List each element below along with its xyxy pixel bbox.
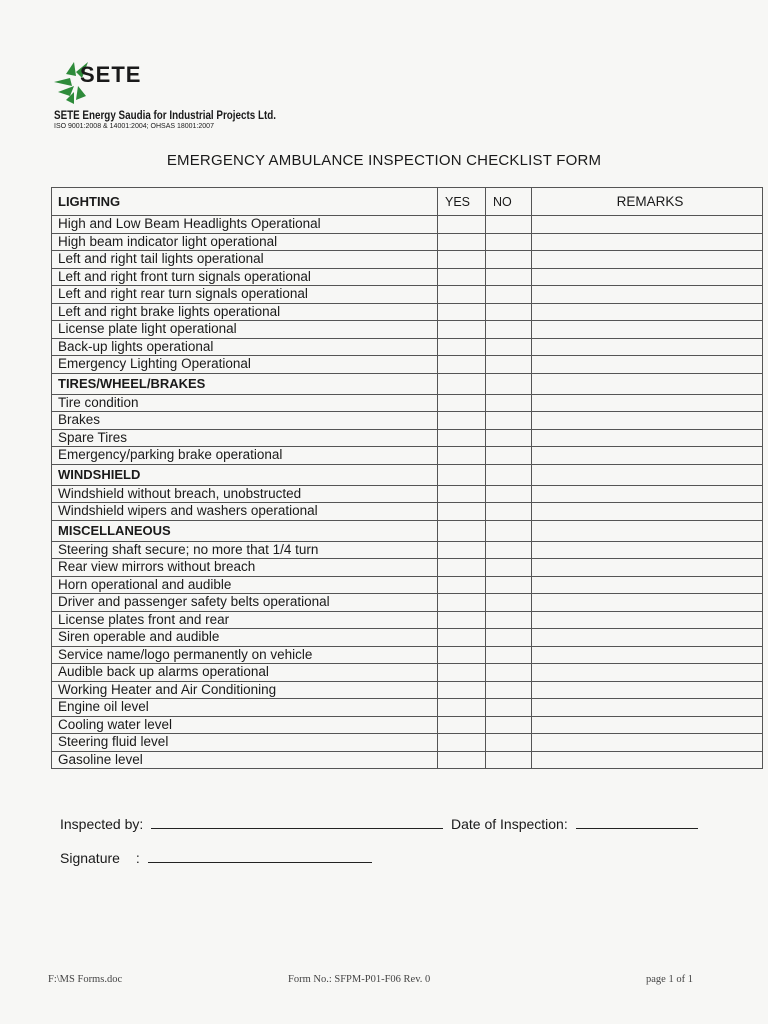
remarks-cell[interactable] bbox=[532, 716, 763, 734]
remarks-cell[interactable] bbox=[532, 541, 763, 559]
no-cell[interactable] bbox=[486, 412, 532, 430]
no-cell[interactable] bbox=[486, 629, 532, 647]
checklist-row bbox=[52, 716, 763, 734]
checklist-item-label: Windshield wipers and washers operational bbox=[52, 503, 438, 521]
no-cell[interactable] bbox=[486, 503, 532, 521]
remarks-cell[interactable] bbox=[532, 664, 763, 682]
checklist-row bbox=[52, 286, 763, 304]
no-cell[interactable] bbox=[486, 541, 532, 559]
footer-file-path: F:\MS Forms.doc bbox=[48, 974, 123, 985]
yes-cell[interactable] bbox=[438, 286, 486, 304]
checklist-row bbox=[52, 646, 763, 664]
checklist-row bbox=[52, 559, 763, 577]
inspected-by-label: Inspected by: bbox=[60, 816, 144, 832]
yes-cell[interactable] bbox=[438, 576, 486, 594]
remarks-cell[interactable] bbox=[532, 412, 763, 430]
logo-wordmark: SETE bbox=[80, 62, 142, 87]
no-cell[interactable] bbox=[486, 576, 532, 594]
no-cell[interactable] bbox=[486, 321, 532, 339]
section-remarks-cell bbox=[532, 373, 763, 394]
date-of-inspection-label: Date of Inspection: bbox=[451, 816, 568, 832]
section-title: LIGHTING bbox=[52, 188, 438, 216]
date-of-inspection-row bbox=[451, 814, 698, 832]
yes-cell[interactable] bbox=[438, 503, 486, 521]
no-cell[interactable] bbox=[486, 699, 532, 717]
signature-row bbox=[60, 848, 372, 866]
no-cell[interactable] bbox=[486, 233, 532, 251]
yes-cell[interactable] bbox=[438, 541, 486, 559]
footer-page-number: page 1 of 1 bbox=[646, 974, 693, 985]
yes-cell[interactable] bbox=[438, 394, 486, 412]
checklist-row bbox=[52, 412, 763, 430]
checklist-row bbox=[52, 576, 763, 594]
yes-cell[interactable] bbox=[438, 321, 486, 339]
section-row bbox=[52, 464, 763, 485]
checklist-row bbox=[52, 338, 763, 356]
remarks-cell[interactable] bbox=[532, 681, 763, 699]
section-no-cell bbox=[486, 373, 532, 394]
checklist-item-label: Driver and passenger safety belts operational bbox=[52, 594, 438, 612]
no-cell[interactable] bbox=[486, 716, 532, 734]
checklist-item-label: High and Low Beam Headlights Operational bbox=[52, 216, 438, 234]
checklist-row bbox=[52, 356, 763, 374]
section-remarks-cell bbox=[532, 464, 763, 485]
section-no-cell bbox=[486, 520, 532, 541]
signature-field[interactable] bbox=[148, 848, 372, 863]
checklist-row bbox=[52, 541, 763, 559]
checklist-item-label: Emergency Lighting Operational bbox=[52, 356, 438, 374]
remarks-cell[interactable] bbox=[532, 611, 763, 629]
yes-cell[interactable] bbox=[438, 216, 486, 234]
remarks-cell[interactable] bbox=[532, 629, 763, 647]
no-cell[interactable] bbox=[486, 594, 532, 612]
no-cell[interactable] bbox=[486, 429, 532, 447]
remarks-cell[interactable] bbox=[532, 338, 763, 356]
checklist-item-label: Spare Tires bbox=[52, 429, 438, 447]
checklist-row bbox=[52, 664, 763, 682]
form-title: EMERGENCY AMBULANCE INSPECTION CHECKLIST FORM bbox=[166, 152, 602, 169]
yes-cell[interactable] bbox=[438, 485, 486, 503]
yes-cell[interactable] bbox=[438, 268, 486, 286]
no-cell[interactable] bbox=[486, 303, 532, 321]
checklist-item-label: Left and right tail lights operational bbox=[52, 251, 438, 269]
no-cell[interactable] bbox=[486, 216, 532, 234]
yes-cell[interactable] bbox=[438, 303, 486, 321]
checklist-row bbox=[52, 503, 763, 521]
checklist-row bbox=[52, 594, 763, 612]
checklist-row bbox=[52, 216, 763, 234]
checklist-item-label: High beam indicator light operational bbox=[52, 233, 438, 251]
section-title: TIRES/WHEEL/BRAKES bbox=[52, 373, 438, 394]
yes-cell[interactable] bbox=[438, 716, 486, 734]
checklist-row bbox=[52, 268, 763, 286]
no-cell[interactable] bbox=[486, 356, 532, 374]
checklist-row bbox=[52, 394, 763, 412]
no-cell[interactable] bbox=[486, 734, 532, 752]
checklist-row bbox=[52, 751, 763, 769]
checklist-item-label: License plate light operational bbox=[52, 321, 438, 339]
remarks-cell[interactable] bbox=[532, 394, 763, 412]
no-cell[interactable] bbox=[486, 447, 532, 465]
remarks-cell[interactable] bbox=[532, 429, 763, 447]
section-remarks-cell bbox=[532, 520, 763, 541]
checklist-item-label: Steering fluid level bbox=[52, 734, 438, 752]
remarks-cell[interactable] bbox=[532, 303, 763, 321]
column-header-remarks: REMARKS bbox=[532, 188, 763, 216]
column-header-yes: YES bbox=[438, 188, 486, 216]
yes-cell[interactable] bbox=[438, 751, 486, 769]
checklist-item-label: Brakes bbox=[52, 412, 438, 430]
remarks-cell[interactable] bbox=[532, 447, 763, 465]
inspected-by-row bbox=[60, 814, 443, 832]
remarks-cell[interactable] bbox=[532, 559, 763, 577]
checklist-row bbox=[52, 734, 763, 752]
no-cell[interactable] bbox=[486, 611, 532, 629]
checklist-row bbox=[52, 429, 763, 447]
company-name: SETE Energy Saudia for Industrial Projects Ltd. bbox=[54, 108, 277, 122]
checklist-item-label: Siren operable and audible bbox=[52, 629, 438, 647]
yes-cell[interactable] bbox=[438, 412, 486, 430]
checklist-item-label: Left and right front turn signals operational bbox=[52, 268, 438, 286]
no-cell[interactable] bbox=[486, 559, 532, 577]
section-yes-cell bbox=[438, 520, 486, 541]
remarks-cell[interactable] bbox=[532, 699, 763, 717]
yes-cell[interactable] bbox=[438, 629, 486, 647]
checklist-row bbox=[52, 629, 763, 647]
no-cell[interactable] bbox=[486, 681, 532, 699]
section-row bbox=[52, 188, 763, 216]
checklist-item-label: Service name/logo permanently on vehicle bbox=[52, 646, 438, 664]
checklist-item-label: Engine oil level bbox=[52, 699, 438, 717]
remarks-cell[interactable] bbox=[532, 503, 763, 521]
checklist-item-label: Audible back up alarms operational bbox=[52, 664, 438, 682]
column-header-no: NO bbox=[486, 188, 532, 216]
checklist-item-label: Emergency/parking brake operational bbox=[52, 447, 438, 465]
yes-cell[interactable] bbox=[438, 251, 486, 269]
yes-cell[interactable] bbox=[438, 611, 486, 629]
date-of-inspection-field[interactable] bbox=[576, 814, 698, 829]
yes-cell[interactable] bbox=[438, 594, 486, 612]
yes-cell[interactable] bbox=[438, 233, 486, 251]
checklist-row bbox=[52, 303, 763, 321]
no-cell[interactable] bbox=[486, 751, 532, 769]
remarks-cell[interactable] bbox=[532, 734, 763, 752]
no-cell[interactable] bbox=[486, 251, 532, 269]
checklist-item-label: Left and right rear turn signals operational bbox=[52, 286, 438, 304]
checklist-row bbox=[52, 251, 763, 269]
section-no-cell bbox=[486, 464, 532, 485]
remarks-cell[interactable] bbox=[532, 576, 763, 594]
checklist-row bbox=[52, 485, 763, 503]
remarks-cell[interactable] bbox=[532, 286, 763, 304]
checklist-row bbox=[52, 699, 763, 717]
checklist-row bbox=[52, 233, 763, 251]
checklist-row bbox=[52, 321, 763, 339]
remarks-cell[interactable] bbox=[532, 646, 763, 664]
remarks-cell[interactable] bbox=[532, 356, 763, 374]
checklist-item-label: License plates front and rear bbox=[52, 611, 438, 629]
yes-cell[interactable] bbox=[438, 429, 486, 447]
no-cell[interactable] bbox=[486, 485, 532, 503]
inspection-table-body bbox=[52, 188, 763, 769]
remarks-cell[interactable] bbox=[532, 321, 763, 339]
checklist-item-label: Horn operational and audible bbox=[52, 576, 438, 594]
yes-cell[interactable] bbox=[438, 559, 486, 577]
checklist-item-label: Steering shaft secure; no more that 1/4 turn bbox=[52, 541, 438, 559]
checklist-item-label: Left and right brake lights operational bbox=[52, 303, 438, 321]
signature-colon: : bbox=[135, 850, 140, 866]
no-cell[interactable] bbox=[486, 664, 532, 682]
checklist-item-label: Working Heater and Air Conditioning bbox=[52, 681, 438, 699]
yes-cell[interactable] bbox=[438, 646, 486, 664]
section-row bbox=[52, 373, 763, 394]
iso-certifications: ISO 9001:2008 & 14001:2004; OHSAS 18001:2007 bbox=[54, 123, 214, 130]
inspected-by-field[interactable] bbox=[151, 814, 443, 829]
section-yes-cell bbox=[438, 464, 486, 485]
checklist-item-label: Back-up lights operational bbox=[52, 338, 438, 356]
checklist-item-label: Windshield without breach, unobstructed bbox=[52, 485, 438, 503]
section-title: MISCELLANEOUS bbox=[52, 520, 438, 541]
remarks-cell[interactable] bbox=[532, 594, 763, 612]
no-cell[interactable] bbox=[486, 646, 532, 664]
section-title: WINDSHIELD bbox=[52, 464, 438, 485]
yes-cell[interactable] bbox=[438, 681, 486, 699]
no-cell[interactable] bbox=[486, 394, 532, 412]
checklist-item-label: Gasoline level bbox=[52, 751, 438, 769]
no-cell[interactable] bbox=[486, 338, 532, 356]
remarks-cell[interactable] bbox=[532, 485, 763, 503]
yes-cell[interactable] bbox=[438, 447, 486, 465]
yes-cell[interactable] bbox=[438, 664, 486, 682]
checklist-row bbox=[52, 611, 763, 629]
remarks-cell[interactable] bbox=[532, 751, 763, 769]
no-cell[interactable] bbox=[486, 268, 532, 286]
remarks-cell[interactable] bbox=[532, 216, 763, 234]
remarks-cell[interactable] bbox=[532, 268, 763, 286]
yes-cell[interactable] bbox=[438, 699, 486, 717]
checklist-item-label: Rear view mirrors without breach bbox=[52, 559, 438, 577]
remarks-cell[interactable] bbox=[532, 233, 763, 251]
no-cell[interactable] bbox=[486, 286, 532, 304]
remarks-cell[interactable] bbox=[532, 251, 763, 269]
section-yes-cell bbox=[438, 373, 486, 394]
inspection-table bbox=[51, 187, 763, 769]
checklist-item-label: Tire condition bbox=[52, 394, 438, 412]
yes-cell[interactable] bbox=[438, 734, 486, 752]
yes-cell[interactable] bbox=[438, 356, 486, 374]
checklist-row bbox=[52, 681, 763, 699]
section-row bbox=[52, 520, 763, 541]
yes-cell[interactable] bbox=[438, 338, 486, 356]
checklist-item-label: Cooling water level bbox=[52, 716, 438, 734]
checklist-row bbox=[52, 447, 763, 465]
signature-label: Signature bbox=[60, 850, 120, 866]
footer-form-number: Form No.: SFPM-P01-F06 Rev. 0 bbox=[288, 974, 431, 985]
